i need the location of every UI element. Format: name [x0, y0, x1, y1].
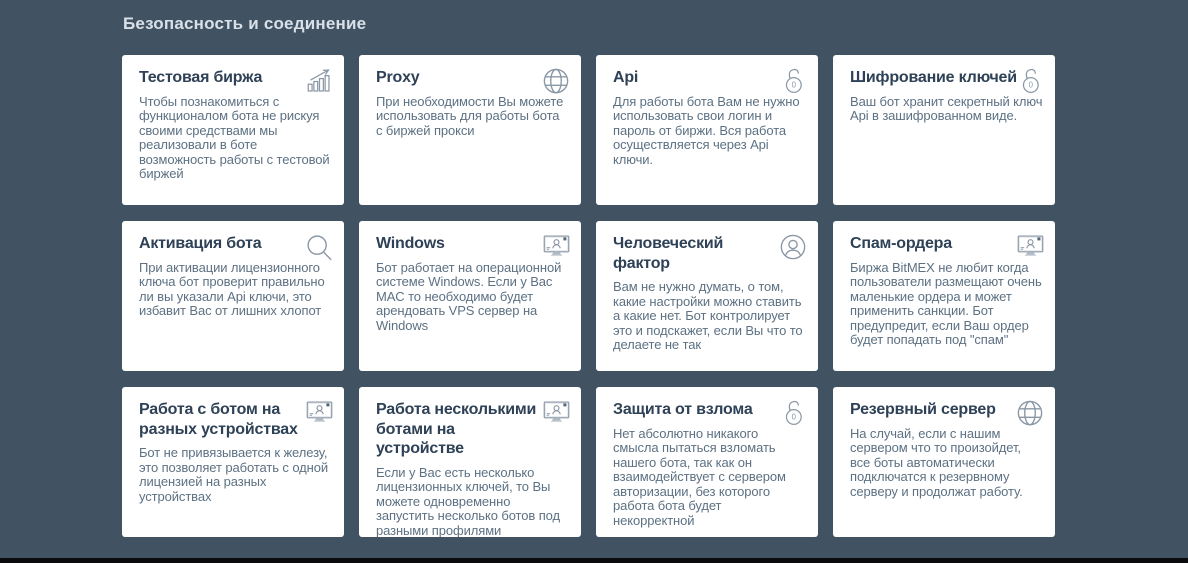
- feature-card: [359, 221, 581, 371]
- cards-grid: [122, 55, 1055, 537]
- card-text: Биржа BitMEX не любит когда пользователи размещают очень маленькие ордера и может применить санкции. Бот предупредит, если Ваш ордер будет попадать под "спам": [850, 259, 1042, 348]
- feature-card: [833, 55, 1055, 205]
- card-title: Api: [613, 69, 639, 86]
- card-text: Бот работает на операционной системе Windows. Если у Вас MAC то необходимо будет арендовать VPS сервер на Windows: [376, 259, 562, 333]
- card-text: Чтобы познакомиться с функционалом бота не рискуя своими средствами мы реализовали в боте возможность работы с тестовой биржей: [139, 93, 330, 182]
- growth-chart-icon: [303, 66, 335, 98]
- monitor-user-icon: [540, 398, 572, 430]
- card-text: Для работы бота Вам не нужно использовать свои логин и пароль от биржи. Вся работа осуществляется через Api ключи.: [613, 93, 800, 167]
- card-text: Бот не привязывается к железу, это позволяет работать с одной лицензией на разных устройствах: [139, 445, 329, 504]
- feature-card: [596, 387, 818, 537]
- card-title: Защита от взлома: [613, 401, 753, 418]
- globe-icon: [540, 66, 572, 98]
- feature-card: [833, 221, 1055, 371]
- svg-text:0: 0: [1028, 80, 1033, 90]
- bottom-edge-bar: [0, 558, 1188, 563]
- card-title: Работа с ботом на разных устройствах: [139, 401, 298, 438]
- globe-icon: [1014, 398, 1046, 430]
- lock-icon: [777, 66, 809, 98]
- feature-card: [122, 55, 344, 205]
- card-title: Windows: [376, 235, 445, 252]
- card-text: Ваш бот хранит секретный ключ Api в зашифрованном виде.: [850, 93, 1043, 124]
- card-text: Вам не нужно думать, о том, какие настройки можно ставить а какие нет. Бот контролирует это и подскажет, если Вы что то делаете не так: [613, 279, 803, 353]
- card-title: Спам-ордера: [850, 235, 952, 252]
- user-circle-icon: [777, 232, 809, 264]
- lock-icon: [777, 398, 809, 430]
- feature-card: [596, 55, 818, 205]
- section-heading: Безопасность и соединение: [123, 14, 367, 33]
- svg-text:0: 0: [791, 80, 796, 90]
- card-text: Нет абсолютно никакого смысла пытаться взломать нашего бота, так как он взаимодействует с сервером авторизации, без которого работа бота будет некорректной: [613, 425, 786, 529]
- monitor-user-icon: [303, 398, 335, 430]
- card-title: Тестовая биржа: [139, 69, 263, 86]
- feature-card: [122, 387, 344, 537]
- card-title: Шифрование ключей: [850, 69, 1017, 86]
- card-text: При активации лицензионного ключа бот проверит правильно ли вы указали Api ключи, это избавит Вас от лишних хлопот: [139, 259, 325, 319]
- feature-card: [596, 221, 818, 371]
- feature-card: [359, 55, 581, 205]
- monitor-user-icon: [1014, 232, 1046, 264]
- svg-text:0: 0: [791, 412, 796, 422]
- feature-card: [833, 387, 1055, 537]
- card-title: Активация бота: [139, 235, 262, 252]
- card-text: На случай, если с нашим сервером что то произойдет, все боты автоматически подключатся к резервному серверу и продолжат работу.: [850, 425, 1023, 499]
- card-title: Proxy: [376, 69, 420, 86]
- monitor-user-icon: [540, 232, 572, 264]
- card-title: Работа несколькими ботами на устройстве: [376, 401, 537, 458]
- feature-card: [359, 387, 581, 537]
- card-title: Резервный сервер: [850, 401, 996, 418]
- card-text: При необходимости Вы можете использовать для работы бота с биржей прокси: [376, 93, 564, 138]
- search-icon: [303, 232, 335, 264]
- feature-card: [122, 221, 344, 371]
- card-text: Если у Вас есть несколько лицензионных ключей, то Вы можете одновременно запустить несколько ботов под разными профилями: [376, 464, 560, 537]
- lock-icon: [1014, 66, 1046, 98]
- card-title: Человеческий фактор: [613, 235, 724, 272]
